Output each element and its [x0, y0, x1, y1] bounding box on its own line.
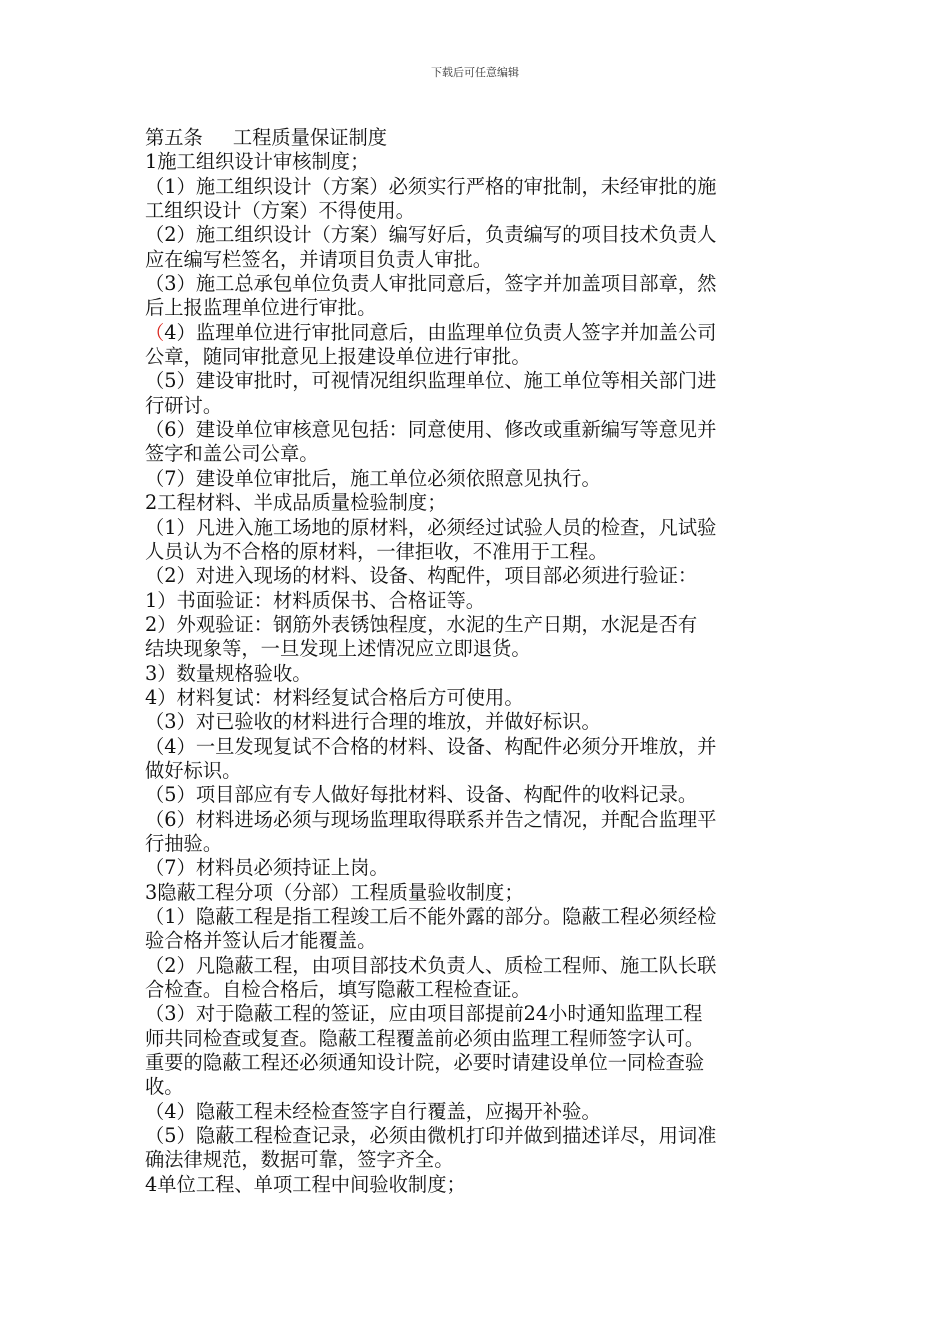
text-line: （7）材料员必须持证上岗。: [145, 856, 389, 880]
text-line: （3）对于隐蔽工程的签证，应由项目部提前24小时通知监理工程: [145, 1002, 703, 1026]
text-line: （4）一旦发现复试不合格的材料、设备、构配件必须分开堆放，并: [145, 734, 717, 758]
text-line: 收。: [145, 1075, 184, 1099]
text-line: （5）建设审批时，可视情况组织监理单位、施工单位等相关部门进: [145, 369, 717, 393]
text-line: 结块现象等，一旦发现上述情况应立即退货。: [145, 637, 531, 661]
section-title: [145, 126, 810, 150]
text-line: 4单位工程、单项工程中间验收制度；: [145, 1172, 466, 1196]
red-paren-mark: （: [145, 320, 165, 344]
article-heading: 工程质量保证制度: [232, 126, 388, 149]
text-line: 验合格并签认后才能覆盖。: [145, 929, 377, 953]
text-line: 行抽验。: [145, 831, 223, 855]
text-line: 3）数量规格验收。: [145, 661, 312, 685]
text-line: 1施工组织设计审核制度；: [145, 150, 370, 174]
text-line: （7）建设单位审批后，施工单位必须依照意见执行。: [145, 466, 601, 490]
text-line: （1）施工组织设计（方案）必须实行严格的审批制，未经审批的施: [145, 174, 717, 198]
text-line: （3）对已验收的材料进行合理的堆放，并做好标识。: [145, 710, 601, 734]
text-line-marked: [145, 321, 810, 345]
text-line: 行研讨。: [145, 393, 223, 417]
text-line: （6）建设单位审核意见包括：同意使用、修改或重新编写等意见并: [145, 418, 717, 442]
marked-line-text: 4）监理单位进行审批同意后，由监理单位负责人签字并加盖公司: [164, 320, 717, 344]
text-line: 4）材料复试：材料经复试合格后方可使用。: [145, 685, 524, 709]
text-line: 公章，随同审批意见上报建设单位进行审批。: [145, 345, 531, 369]
text-line: 2）外观验证：钢筋外表锈蚀程度，水泥的生产日期，水泥是否有: [145, 612, 698, 636]
text-line: 工组织设计（方案）不得使用。: [145, 199, 415, 223]
text-line: 合检查。自检合格后，填写隐蔽工程检查证。: [145, 978, 531, 1002]
article-number: 第五条: [145, 126, 203, 149]
text-line: （2）对进入现场的材料、设备、构配件，项目部必须进行验证：: [145, 564, 698, 588]
text-line: 做好标识。: [145, 758, 242, 782]
text-line: 1）书面验证：材料质保书、合格证等。: [145, 588, 486, 612]
text-line: 签字和盖公司公章。: [145, 442, 319, 466]
text-line: 3隐蔽工程分项（分部）工程质量验收制度；: [145, 880, 524, 904]
text-line: （5）项目部应有专人做好每批材料、设备、构配件的收料记录。: [145, 783, 698, 807]
document-body: [145, 126, 810, 1197]
text-line: （4）隐蔽工程未经检查签字自行覆盖，应揭开补验。: [145, 1099, 601, 1123]
page-header: 下载后可任意编辑: [431, 66, 519, 79]
text-line: 后上报监理单位进行审批。: [145, 296, 377, 320]
text-line: 2工程材料、半成品质量检验制度；: [145, 491, 447, 515]
text-line: （2）施工组织设计（方案）编写好后，负责编写的项目技术负责人: [145, 223, 717, 247]
text-line: （5）隐蔽工程检查记录，必须由微机打印并做到描述详尽，用词准: [145, 1124, 717, 1148]
text-line: （6）材料进场必须与现场监理取得联系并告之情况，并配合监理平: [145, 807, 717, 831]
text-line: （1）隐蔽工程是指工程竣工后不能外露的部分。隐蔽工程必须经检: [145, 905, 717, 928]
text-line: （1）凡进入施工场地的原材料，必须经过试验人员的检查，凡试验: [145, 515, 717, 539]
text-line: 确法律规范，数据可靠，签字齐全。: [145, 1148, 454, 1172]
text-line: （3）施工总承包单位负责人审批同意后，签字并加盖项目部章，然: [145, 272, 717, 296]
text-line: 人员认为不合格的原材料，一律拒收，不准用于工程。: [145, 539, 608, 563]
text-line: 应在编写栏签名，并请项目负责人审批。: [145, 247, 493, 271]
text-line: （2）凡隐蔽工程，由项目部技术负责人、质检工程师、施工队长联: [145, 953, 717, 977]
text-line: 重要的隐蔽工程还必须通知设计院，必要时请建设单位一同检查验: [145, 1051, 705, 1075]
text-line: 师共同检查或复查。隐蔽工程覆盖前必须由监理工程师签字认可。: [145, 1026, 705, 1050]
